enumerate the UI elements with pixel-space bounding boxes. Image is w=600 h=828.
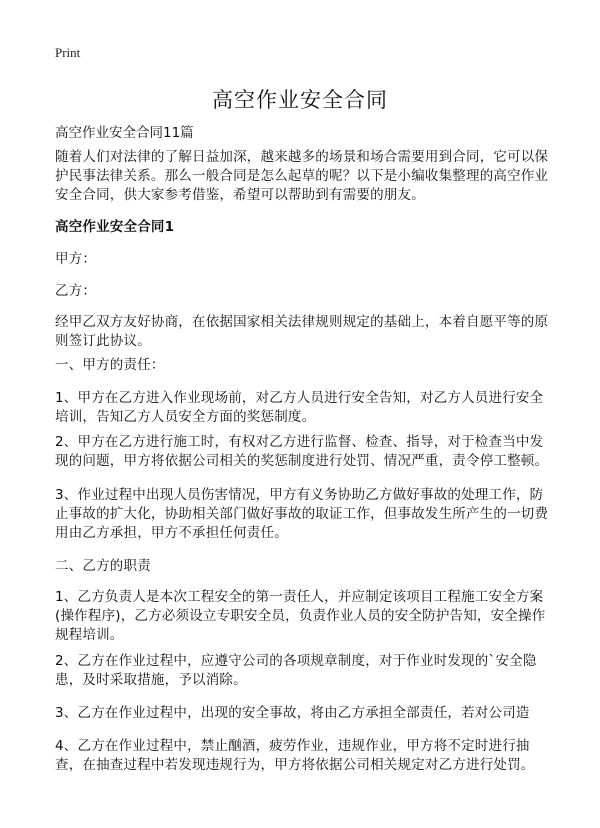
part1-item: 3、作业过程中出现人员伤害情况，甲方有义务协助乙方做好事故的处理工作，防止事故的扩大化，协助相关部门做好事故的取证工作，但事故发生所产生的一切费用由乙方承担，甲方不承担任何责任。 — [55, 487, 549, 541]
party-b-label: 乙方： — [55, 283, 97, 299]
part2-item: 3、乙方在作业过程中，出现的安全事故，将由乙方承担全部责任，若对公司造 — [55, 705, 530, 721]
intro-paragraph: 随着人们对法律的了解日益加深，越来越多的场景和场合需要用到合同，它可以保护民事法律关系。那么一般合同是怎么起草的呢？以下是小编收集整理的高空作业安全合同，供大家参考借鉴，希望可以帮助到有需要的朋友。 — [55, 149, 549, 203]
part2-heading: 二、乙方的职责 — [55, 558, 151, 574]
document-subtitle: 高空作业安全合同11篇 — [55, 125, 194, 141]
print-label[interactable]: Print — [55, 45, 81, 60]
part2-item: 1、乙方负责人是本次工程安全的第一责任人，并应制定该项目工程施工安全方案(操作程序)，乙方必须设立专职安全员，负责作业人员的安全防护告知，安全操作规程培训。 — [55, 589, 546, 643]
section-heading: 高空作业安全合同1 — [55, 219, 175, 235]
part2-item: 4、乙方在作业过程中，禁止酗酒，疲劳作业，违规作业，甲方将不定时进行抽查，在抽查过程中若发现违规行为，甲方将依据公司相关规定对乙方进行处罚。 — [55, 738, 535, 773]
document-title: 高空作业安全合同 — [212, 88, 388, 112]
part2-item: 2、乙方在作业过程中，应遵守公司的各项规章制度，对于作业时发现的`安全隐患，及时采取措施，予以消除。 — [55, 653, 537, 688]
part1-heading: 一、甲方的责任： — [55, 357, 165, 373]
part1-item: 2、甲方在乙方进行施工时，有权对乙方进行监督、检查、指导，对于检查当中发现的问题，甲方将依据公司相关的奖惩制度进行处罚、情况严重，责令停工整顿。 — [55, 434, 549, 469]
preamble-paragraph: 经甲乙双方友好协商，在依据国家相关法律规则规定的基础上，本着自愿平等的原则签订此协议。 — [55, 314, 549, 349]
part1-item: 1、甲方在乙方进入作业现场前，对乙方人员进行安全告知，对乙方人员进行安全培训，告知乙方人员安全方面的奖惩制度。 — [55, 390, 544, 425]
party-a-label: 甲方： — [55, 251, 97, 267]
